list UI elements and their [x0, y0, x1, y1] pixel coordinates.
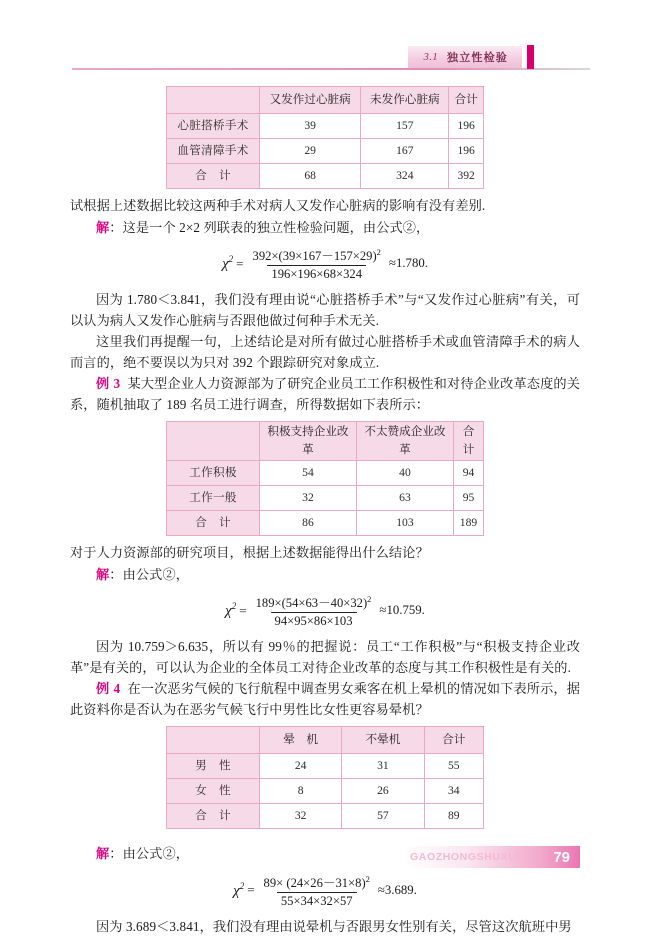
denominator: 55×34×32×57: [277, 892, 357, 909]
airsickness-table: [166, 726, 484, 829]
equals-sign: =: [247, 882, 255, 897]
table-cell: 63: [356, 486, 453, 511]
page-content: [70, 80, 580, 938]
table-cell: 189: [453, 511, 483, 536]
formula-result: ≈10.759.: [379, 603, 425, 617]
example-label: 例 4: [96, 681, 121, 696]
paragraph-question-1: 试根据上述数据比较这两种手术对病人又发作心脏病的影响有没有差别.: [70, 198, 486, 213]
example-text: 某大型企业人力资源部为了研究企业员工工作积极性和对待企业改革态度的关系，随机抽取了 189 名员工进行调查，所得数据如下表所示：: [70, 376, 580, 412]
numerator: $189\times(54\times 63-40\times 32)^2$: [255, 593, 372, 610]
table-col-header: 积极支持企业改革: [260, 422, 357, 461]
table-cell: 8: [260, 779, 342, 804]
solution-label: 解: [96, 846, 110, 861]
chi-square-airsickness-formula: [70, 872, 580, 909]
example-3: [70, 374, 580, 415]
heart-surgery-table-wrap: [70, 86, 580, 189]
footer-brand: GAOZHONGSHUXUE: [410, 851, 524, 863]
table-col-header: 合计: [453, 422, 483, 461]
table-row-header: 工作积极: [167, 461, 260, 486]
header-section-number: 3.1: [423, 51, 438, 63]
table-row: [167, 779, 484, 804]
header-section-chip: [408, 46, 522, 68]
example-label: 例 3: [96, 376, 121, 391]
solution-label: 解: [96, 219, 110, 235]
table-cell: 324: [361, 164, 449, 189]
table-row: [167, 486, 484, 511]
table-cell: 34: [424, 779, 483, 804]
table-col-header: 不太赞成企业改革: [356, 422, 453, 461]
table-row: [167, 461, 484, 486]
table-cell: 31: [342, 754, 424, 779]
page-footer: [404, 846, 580, 868]
table-corner-cell: [167, 422, 260, 461]
numerator: $89\times (24\times 26-31\times 8)^2$: [263, 873, 370, 890]
solution-text: ：由公式②，: [109, 846, 190, 861]
page-number: 79: [553, 848, 570, 866]
paragraph-note-1: 这里我们再提醒一句，上述结论是对所有做过心脏搭桥手术或血管清障手术的病人而言的，绝不要误以为只对 392 个跟踪研究对象成立.: [70, 334, 580, 370]
header-section-title: 独立性检验: [447, 52, 508, 64]
table-row-header: 男 性: [167, 754, 260, 779]
table-row: [167, 754, 484, 779]
paragraph-conclusion-3: 因为 3.689＜3.841，我们没有理由说晕机与否跟男女性别有关，尽管这次航班中男: [96, 918, 572, 934]
example-text: 在一次恶劣气候的飞行航程中调查男女乘客在机上晕机的情况如下表所示，据此资料你是否认为在恶劣气候飞行中男性比女性更容易晕机？: [70, 681, 580, 717]
table-cell: 86: [260, 511, 357, 536]
solution-text: ：这是一个 2×2 列联表的独立性检验问题，由公式②，: [109, 219, 430, 235]
header-rule: [72, 68, 590, 70]
table-cell: 89: [424, 804, 483, 829]
airsickness-table-wrap: [70, 726, 580, 829]
paragraph-question-2: 对于人力资源部的研究项目，根据上述数据能得出什么结论？: [70, 545, 429, 560]
table-cell: 157: [361, 114, 449, 139]
equals-sign: =: [236, 255, 244, 271]
table-col-header: 合计: [424, 727, 483, 754]
table-cell: 54: [260, 461, 357, 486]
table-cell: 32: [260, 804, 342, 829]
table-corner-cell: [167, 87, 260, 114]
table-cell: 103: [356, 511, 453, 536]
table-cell: 94: [453, 461, 483, 486]
denominator: 94×95×86×103: [271, 612, 357, 629]
denominator: 196×196×68×324: [267, 265, 366, 282]
table-cell: 40: [356, 461, 453, 486]
fraction: [260, 872, 374, 909]
table-row-header: 女 性: [167, 779, 260, 804]
table-col-header: 未发作心脏病: [361, 87, 449, 114]
header-color-tab: [527, 45, 534, 69]
table-cell: 32: [260, 486, 357, 511]
table-cell: 196: [449, 139, 484, 164]
example-4: [70, 679, 580, 720]
table-cell: 392: [449, 164, 484, 189]
table-corner-cell: [167, 727, 260, 754]
chi-square-employee-formula: [70, 592, 580, 629]
table-row-header: 合 计: [167, 511, 260, 536]
equals-sign: =: [239, 602, 247, 618]
solution-text: ：由公式②，: [109, 566, 190, 582]
heart-surgery-table: [166, 86, 484, 189]
table-col-header: 晕 机: [260, 727, 342, 754]
chi-symbol: $\chi^2$: [225, 601, 237, 619]
table-row-header: 心脏搭桥手术: [167, 114, 260, 139]
table-row-header: 合 计: [167, 804, 260, 829]
table-header-row: [167, 422, 484, 461]
chi-square-heart-formula: [70, 245, 580, 282]
table-total-row: [167, 511, 484, 536]
numerator: $392\times(39\times 167-157\times 29)^2$: [252, 246, 381, 263]
chi-symbol: $\chi^2$: [233, 880, 245, 899]
table-header-row: [167, 727, 484, 754]
table-total-row: [167, 804, 484, 829]
table-row: [167, 114, 484, 139]
table-cell: 167: [361, 139, 449, 164]
solution-label: 解: [96, 566, 110, 582]
table-cell: 24: [260, 754, 342, 779]
paragraph-conclusion-2: 因为 10.759＞6.635，所以有 99％的把握说：员工“工作积极”与“积极支持企业改革”是有关的，可以认为企业的全体员工对待企业改革的态度与其工作积极性是有关的.: [70, 639, 580, 675]
table-cell: 196: [449, 114, 484, 139]
table-col-header: 不晕机: [342, 727, 424, 754]
employee-attitude-table-wrap: [70, 421, 580, 536]
chi-symbol: $\chi^2$: [222, 254, 234, 272]
table-cell: 57: [342, 804, 424, 829]
paragraph-solution-2: [70, 565, 580, 586]
employee-attitude-table: [166, 421, 484, 536]
table-cell: 26: [342, 779, 424, 804]
table-cell: 55: [424, 754, 483, 779]
running-head: [72, 46, 590, 72]
paragraph-conclusion-1: 因为 1.780＜3.841，我们没有理由说“心脏搭桥手术”与“又发作过心脏病”有关，可以认为病人又发作心脏病与否跟他做过何种手术无关.: [70, 292, 580, 328]
formula-result: ≈1.780.: [388, 256, 428, 270]
table-cell: 68: [260, 164, 361, 189]
spacer: [70, 836, 580, 844]
table-row-header: 工作一般: [167, 486, 260, 511]
table-header-row: [167, 87, 484, 114]
table-cell: 39: [260, 114, 361, 139]
table-cell: 29: [260, 139, 361, 164]
paragraph-solution-1: [70, 218, 580, 239]
table-row-header: 合 计: [167, 164, 260, 189]
table-col-header: 又发作过心脏病: [260, 87, 361, 114]
table-cell: 95: [453, 486, 483, 511]
table-total-row: [167, 164, 484, 189]
formula-result: ≈3.689.: [377, 882, 417, 897]
fraction: [252, 592, 376, 629]
table-row-header: 血管清障手术: [167, 139, 260, 164]
fraction: [249, 245, 385, 282]
table-col-header: 合计: [449, 87, 484, 114]
table-row: [167, 139, 484, 164]
